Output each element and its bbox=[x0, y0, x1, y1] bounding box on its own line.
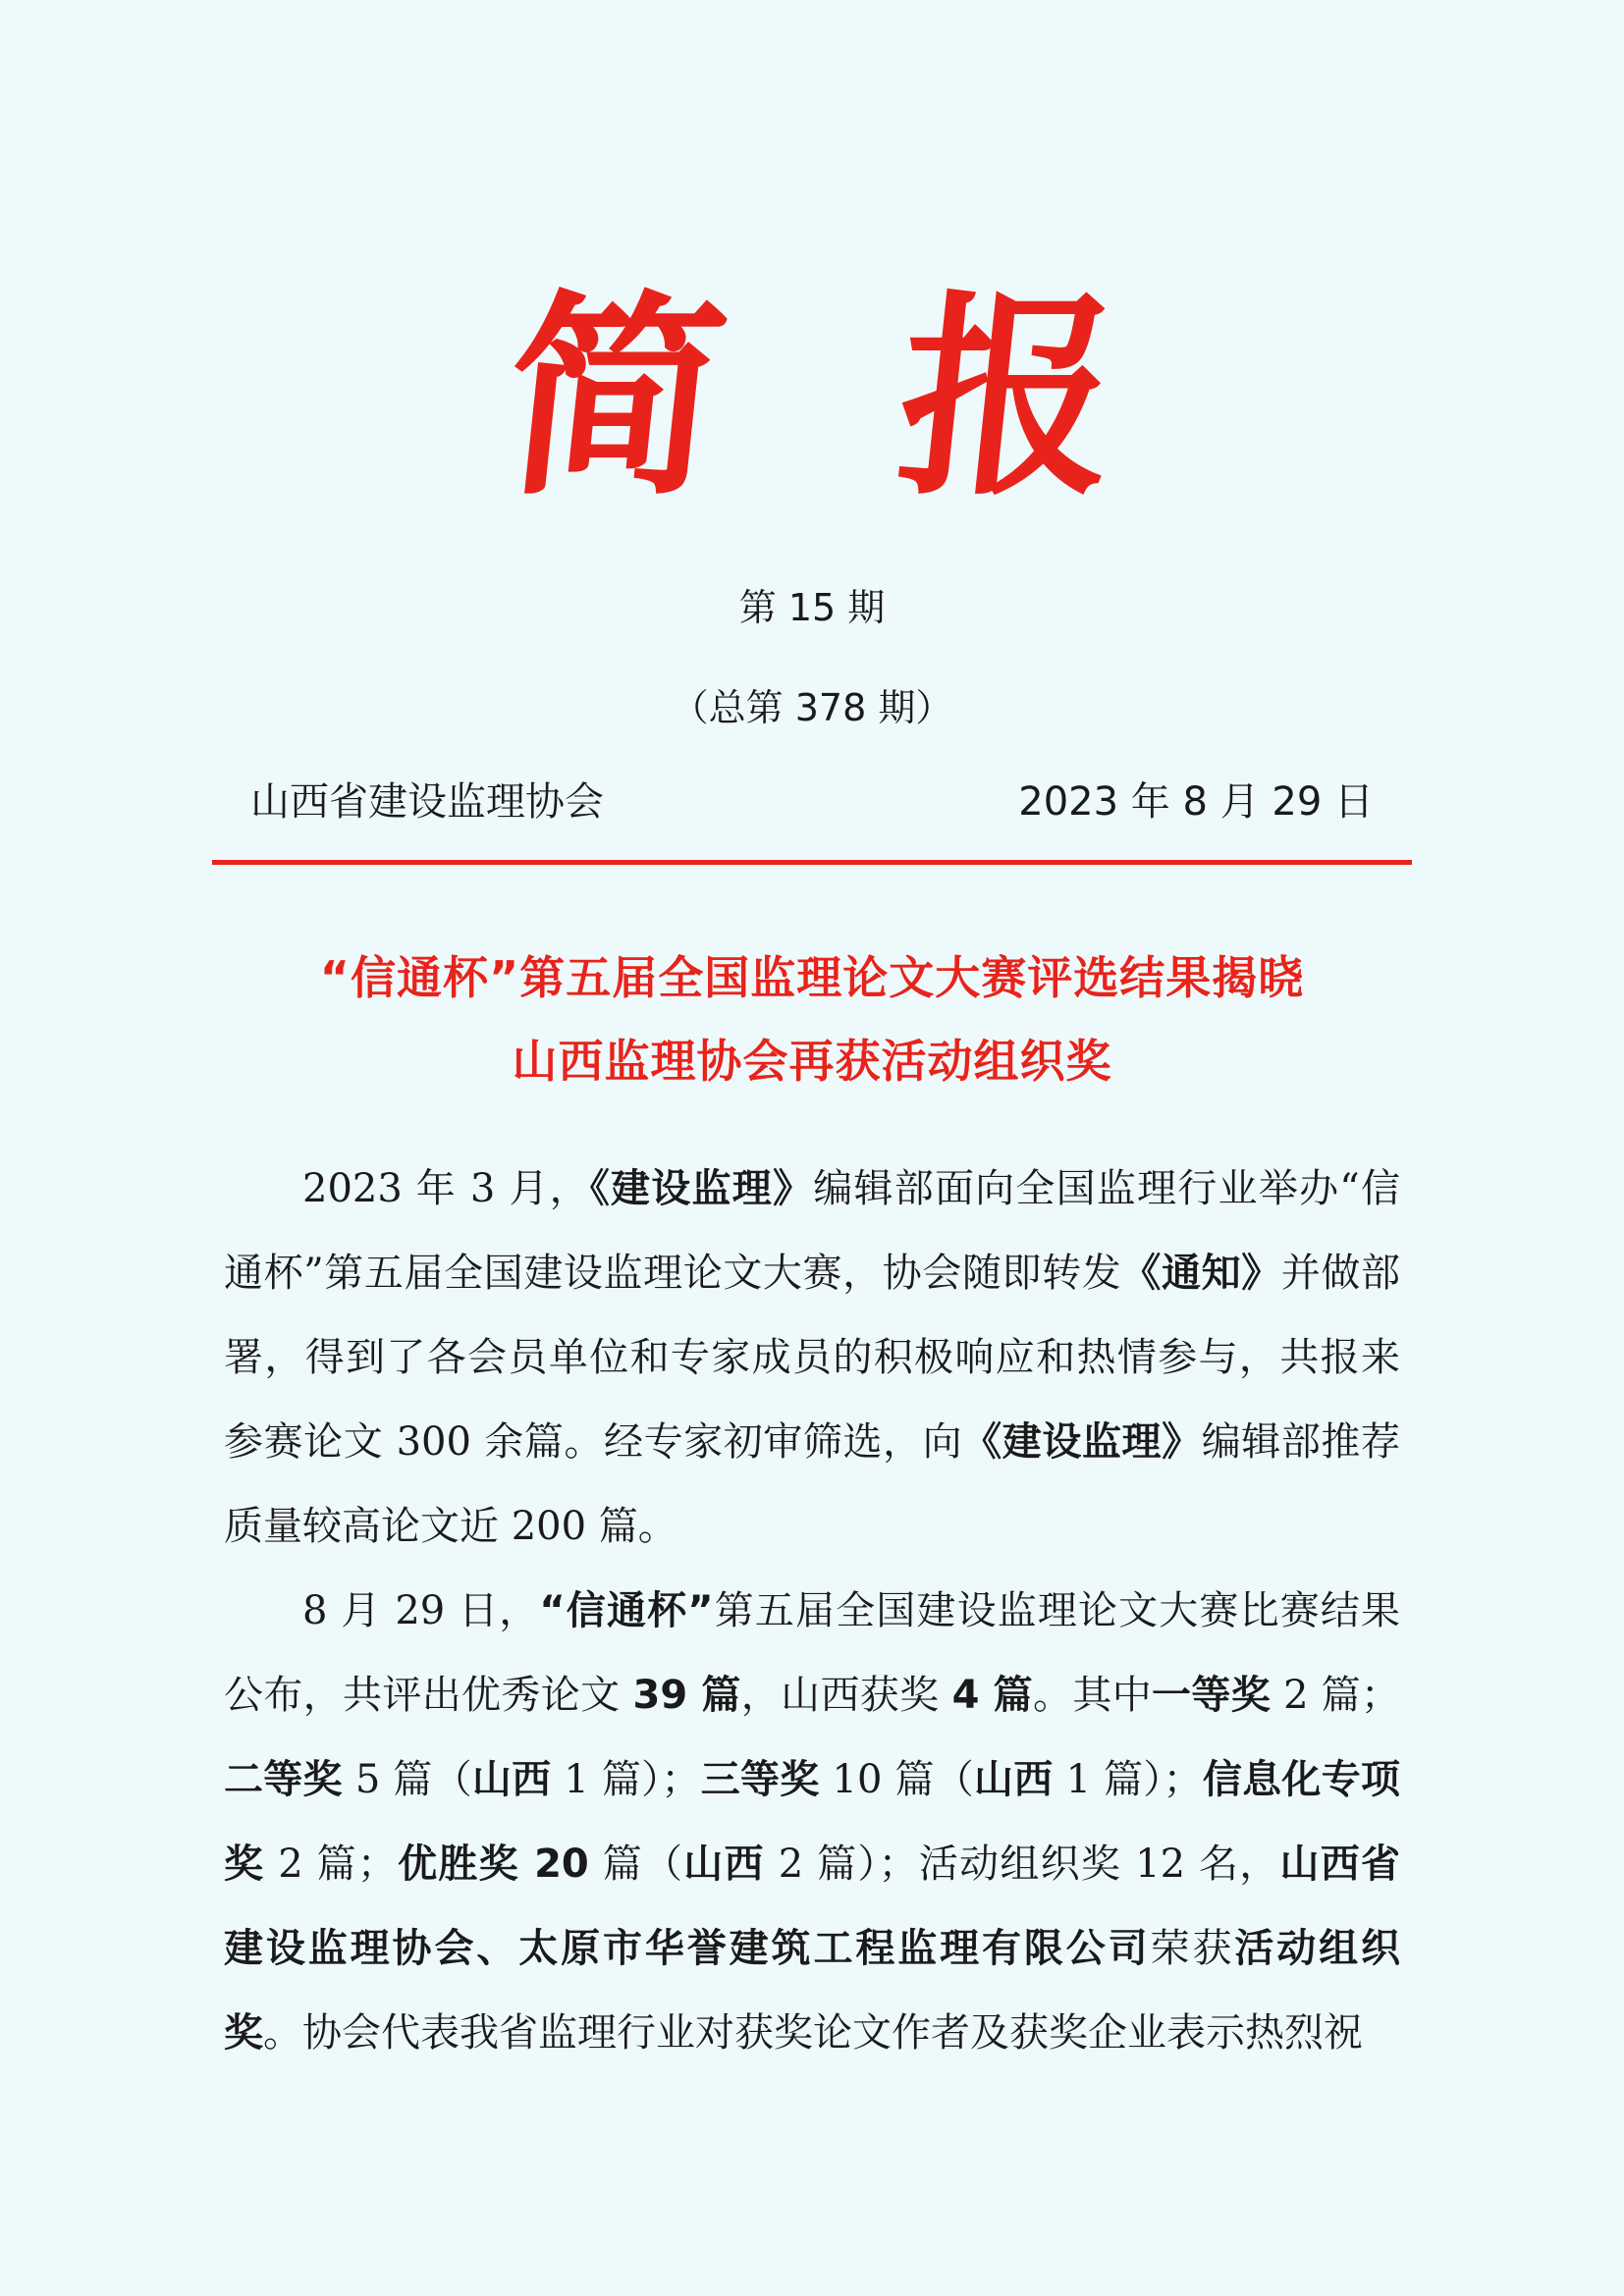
headline-line-1: “信通杯”第五届全国监理论文大赛评选结果揭晓 bbox=[319, 951, 1305, 1004]
masthead-title bbox=[0, 270, 1624, 524]
publish-date: 2023 年 8 月 29 日 bbox=[1018, 779, 1374, 825]
bold-run: 活动组织奖 bbox=[224, 1926, 1401, 2056]
text-run: 并做部署，得到了各会员单位和专家成员的积极响应和热情参与，共报来参赛论文 300 余篇。经专家初审筛选，向 bbox=[224, 1251, 1401, 1465]
headline-line-2: 山西监理协会再获活动组织奖 bbox=[512, 1035, 1112, 1088]
bold-run: 一等奖 bbox=[1152, 1673, 1272, 1718]
publisher-row bbox=[250, 771, 1374, 825]
text-run: 5 篇（ bbox=[342, 1757, 472, 1802]
text-run: ，山西获奖 bbox=[740, 1673, 952, 1718]
text-run: 10 篇（ bbox=[819, 1757, 975, 1802]
paragraph-1 bbox=[224, 1147, 1400, 1569]
text-run: 第五届全国建设监理论文大赛比赛结果公布，共评出优秀论文 bbox=[224, 1588, 1401, 1718]
bold-run: 信息化专项奖 bbox=[224, 1757, 1400, 1887]
issue-total-number: （总第 378 期） bbox=[671, 686, 953, 729]
paragraph-2 bbox=[224, 1569, 1400, 2075]
issue-number: 第 15 期 bbox=[738, 586, 886, 629]
bold-run: 4 篇 bbox=[951, 1673, 1034, 1718]
masthead-char-bao: 报 bbox=[887, 270, 1130, 524]
bold-run: 山西省建设监理协会、太原市华誉建筑工程监理有限公司 bbox=[224, 1842, 1401, 1971]
article-body bbox=[224, 1147, 1400, 2075]
text-run: 2 篇； bbox=[1271, 1673, 1400, 1718]
bold-run: “信通杯” bbox=[539, 1588, 714, 1633]
bold-run: 39 篇 bbox=[632, 1673, 741, 1718]
text-run: 1 篇）； bbox=[551, 1757, 701, 1802]
bold-run: 《建设监理》 bbox=[962, 1419, 1202, 1465]
text-run: 2 篇； bbox=[264, 1842, 397, 1887]
bold-run: 山西 bbox=[683, 1842, 765, 1887]
text-run: 。协会代表我省监理行业对获奖论文作者及获奖企业表示热烈祝 bbox=[263, 2010, 1363, 2056]
text-run: 2 篇）；活动组织奖 12 名， bbox=[764, 1842, 1280, 1887]
bold-run: 《建设监理》 bbox=[589, 1166, 814, 1211]
text-run: 。其中 bbox=[1033, 1673, 1153, 1718]
text-run: 荣获 bbox=[1150, 1926, 1235, 1971]
masthead-char-jian: 简 bbox=[494, 270, 737, 524]
publisher-org: 山西省建设监理协会 bbox=[250, 779, 604, 825]
bold-run: 二等奖 bbox=[224, 1757, 343, 1802]
bold-run: 《通知》 bbox=[1121, 1251, 1281, 1296]
text-run: 编辑部推荐质量较高论文近 200 篇。 bbox=[224, 1419, 1401, 1549]
bold-run: 优胜奖 20 bbox=[396, 1842, 589, 1887]
bold-run: 山西 bbox=[471, 1757, 552, 1802]
bold-run: 三等奖 bbox=[700, 1757, 820, 1802]
red-divider-line bbox=[212, 860, 1412, 865]
text-run: 1 篇）； bbox=[1053, 1757, 1203, 1802]
text-run: 编辑部面向全国监理行业举办“信通杯”第五届全国建设监理论文大赛，协会随即转发 bbox=[224, 1166, 1400, 1296]
text-run: 2023 年 3 月， bbox=[302, 1166, 590, 1211]
text-run: 篇（ bbox=[588, 1842, 684, 1887]
text-run: 8 月 29 日， bbox=[302, 1588, 540, 1633]
bold-run: 山西 bbox=[974, 1757, 1054, 1802]
